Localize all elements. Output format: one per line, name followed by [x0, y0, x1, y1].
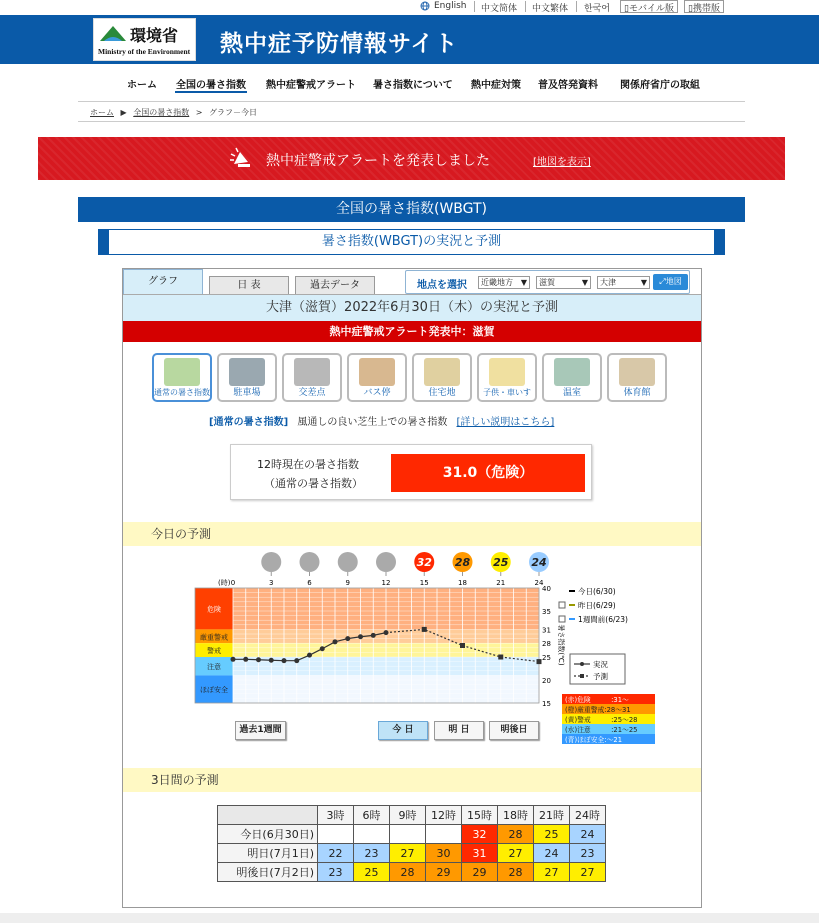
link-mobile-label: モバイル版 [628, 4, 674, 14]
nav-ministries[interactable]: 関係府省庁の取組 [620, 80, 700, 91]
chart-circle-label: 25 [493, 556, 509, 569]
link-keitai-label: 携帯版 [692, 4, 720, 14]
gymnasium-icon [619, 358, 655, 386]
chart-band-label: 危険 [207, 605, 221, 614]
wbgt-type-label: 通常の暑さ指数 [154, 388, 210, 397]
station-select[interactable] [597, 276, 650, 289]
nav-alert[interactable]: 熱中症警戒アラート [266, 80, 356, 91]
bus-stop-icon [359, 358, 395, 386]
tab-daily-table[interactable]: 日 表 [209, 276, 289, 295]
forecast-cell: 23 [318, 863, 354, 882]
nav-active-underline [175, 91, 247, 93]
chart-ytick: 20 [542, 677, 551, 685]
chart-circle-label: 32 [416, 556, 432, 569]
chart-point [358, 634, 363, 639]
station-select-value: 大津 [600, 278, 616, 287]
wbgt-type-button-1[interactable] [152, 353, 212, 402]
chart-xtick: 21 [496, 579, 506, 587]
moe-logo[interactable] [93, 18, 196, 61]
wbgt-type-button-2[interactable] [217, 353, 277, 402]
chart-day-legend: 1週間前(6/23) [578, 615, 628, 624]
link-mobile[interactable] [620, 0, 678, 13]
forecast-hour-header: 15時 [462, 806, 498, 825]
forecast-table [217, 805, 606, 882]
three-day-forecast-heading: 3日間の予測 [123, 768, 701, 792]
chart-day-checkbox [559, 616, 565, 622]
forecast-cell: 30 [426, 844, 462, 863]
forecast-cell: 29 [426, 863, 462, 882]
nav-about-wbgt[interactable]: 暑さ指数について [373, 80, 453, 91]
chart-circle [376, 552, 396, 572]
wbgt-type-button-7[interactable] [542, 353, 602, 402]
chart-xtick: 18 [458, 579, 467, 587]
forecast-hour-header: 21時 [534, 806, 570, 825]
forecast-cell: 28 [498, 825, 534, 844]
today-button[interactable]: 今 日 [378, 721, 428, 740]
tab-graph[interactable]: グラフ [123, 269, 203, 295]
link-korean[interactable]: 한국어 [584, 4, 611, 14]
chart-ytick: 15 [542, 700, 551, 708]
chart-level-legend: (黄)警戒 :25～28 [565, 716, 638, 724]
chart-line-legend: 実況 [593, 660, 608, 669]
logo-name: 環境省 [130, 26, 179, 45]
type-description [209, 413, 554, 428]
location-selector [405, 270, 690, 294]
chart-circle [261, 552, 281, 572]
chart-xlabel: (時) [218, 579, 231, 587]
wbgt-type-label: 交差点 [298, 388, 326, 398]
forecast-cell: 27 [498, 844, 534, 863]
forecast-hour-header: 6時 [354, 806, 390, 825]
chart-band-label: 注意 [207, 663, 221, 672]
wbgt-type-label: 住宅地 [428, 388, 456, 398]
current-value-label: 12時現在の暑さ指数 [257, 458, 359, 471]
chart-circle-label: 24 [531, 556, 547, 569]
section-title: 全国の暑さ指数(WBGT) [78, 197, 745, 222]
forecast-hour-header: 9時 [390, 806, 426, 825]
chart-band-label: ほぼ安全 [200, 686, 228, 695]
moe-emblem-icon [98, 23, 128, 45]
chart-level-legend: (青)ほぼ安全:～21 [565, 736, 623, 744]
chart-ytick: 25 [542, 654, 551, 662]
link-zh-cn[interactable]: 中文简体 [481, 4, 518, 14]
forecast-row [218, 863, 606, 882]
chart-point [460, 643, 465, 648]
wbgt-type-button-5[interactable] [412, 353, 472, 402]
chart-point [345, 636, 350, 641]
chart-band-label: 厳重警戒 [200, 633, 228, 642]
forecast-cell: 27 [570, 863, 606, 882]
location-selector-label: 地点を選択 [417, 280, 467, 291]
alert-map-link[interactable]: [地図を表示] [533, 157, 591, 168]
chart-xtick: 15 [419, 579, 429, 587]
alarm-bell-icon [228, 146, 254, 170]
breadcrumb-sep: ▶ [120, 108, 127, 117]
forecast-cell: 28 [390, 863, 426, 882]
chart-level-legend: (橙)厳重警戒:28～31 [565, 706, 631, 714]
tab-past-data[interactable]: 過去データ [295, 276, 375, 295]
wbgt-type-button-4[interactable] [347, 353, 407, 402]
forecast-cell: 31 [462, 844, 498, 863]
chart-point [294, 658, 299, 663]
chart-xtick: 24 [534, 579, 544, 587]
wbgt-type-label: 子供・車いす [483, 388, 531, 397]
forecast-hour-header: 3時 [318, 806, 354, 825]
chart-ylabel: 暑さ指数(℃) [557, 624, 565, 666]
map-icon: ⤢ [659, 277, 666, 286]
phone-icon: ▯ [688, 4, 693, 14]
chart-xtick: 9 [345, 579, 350, 587]
chevron-down-icon: ▼ [581, 278, 588, 287]
forecast-header-row [218, 806, 606, 825]
forecast-hour-header: 12時 [426, 806, 462, 825]
day-after-button[interactable]: 明後日 [489, 721, 539, 740]
breadcrumb-current: グラフ－今日 [209, 108, 258, 117]
chart-level-legend: (水)注意 :21～25 [565, 726, 638, 734]
chart-day-checkbox [559, 602, 565, 608]
chart-band-label: 警戒 [207, 647, 221, 656]
nav-materials[interactable]: 普及啓発資料 [538, 80, 598, 91]
forecast-cell: 23 [570, 844, 606, 863]
chart-day-legend: 今日(6/30) [578, 587, 616, 596]
wbgt-type-button-3[interactable] [282, 353, 342, 402]
breadcrumb-wbgt[interactable]: 全国の暑さ指数 [133, 108, 190, 117]
chart-legend-solid-point [580, 662, 584, 666]
prefecture-select-value: 滋賀 [539, 278, 555, 287]
forecast-cell: 24 [534, 844, 570, 863]
chart-ytick: 40 [542, 585, 551, 593]
chart-level-legend: (赤)危険 :31～ [565, 696, 629, 704]
chart-point [243, 657, 248, 662]
chart-point [307, 653, 312, 658]
subsection-title: 暑さ指数(WBGT)の実況と予測 [98, 229, 725, 255]
logo-en: Ministry of the Environment [98, 47, 191, 56]
top-utility-bar [0, 0, 819, 15]
wbgt-type-label: 駐車場 [233, 388, 261, 398]
chart-xtick: 3 [269, 579, 274, 587]
site-title[interactable]: 熱中症予防情報サイト [220, 31, 459, 57]
forecast-hour-header: 24時 [570, 806, 606, 825]
map-button-label: 地図 [665, 277, 682, 286]
forecast-hour-header: 18時 [498, 806, 534, 825]
forecast-day-label: 明日(7月1日) [218, 844, 318, 863]
today-forecast-heading: 今日の予測 [123, 522, 701, 546]
link-zh-tw[interactable]: 中文繁体 [532, 4, 569, 14]
wbgt-type-button-6[interactable] [477, 353, 537, 402]
chart-xtick: 0 [230, 579, 236, 587]
wbgt-type-label: 体育館 [623, 388, 651, 398]
chart-point [282, 658, 287, 663]
chart-circle-label: 28 [454, 556, 471, 569]
current-value-sublabel: （通常の暑さ指数） [264, 477, 363, 490]
forecast-cell: 29 [462, 863, 498, 882]
forecast-cell: 32 [462, 825, 498, 844]
chart-circle [338, 552, 358, 572]
chart-day-legend: 昨日(6/29) [578, 601, 616, 610]
nav-home[interactable]: ホーム [127, 80, 157, 91]
chevron-down-icon: ▼ [520, 278, 527, 287]
parking-icon [229, 358, 265, 386]
alert-status-strip: 熱中症警戒アラート発表中：滋賀 [123, 321, 701, 342]
chart-point [498, 655, 503, 660]
forecast-cell: 27 [534, 863, 570, 882]
breadcrumb-home[interactable]: ホーム [90, 108, 114, 117]
chevron-down-icon: ▼ [640, 278, 647, 287]
forecast-cell: 23 [354, 844, 390, 863]
wbgt-chart [160, 550, 660, 750]
wbgt-type-button-8[interactable] [607, 353, 667, 402]
global-nav [0, 72, 819, 94]
link-keitai[interactable] [684, 0, 724, 13]
type-description-link[interactable]: [詳しい説明はこちら] [456, 417, 555, 428]
type-description-text: 風通しの良い芝生上での暑さ指数 [297, 417, 448, 428]
chart-xtick: 6 [307, 579, 312, 587]
current-value-badge: 31.0（危険） [391, 454, 585, 492]
forecast-cell: 25 [354, 863, 390, 882]
forecast-cell: 24 [570, 825, 606, 844]
forecast-cell [426, 825, 462, 844]
wbgt-type-label: 温室 [562, 388, 581, 398]
footer-strip [0, 913, 819, 923]
location-title: 大津（滋賀）2022年6月30日（木）の実況と予測 [123, 294, 701, 321]
prefecture-select[interactable] [536, 276, 591, 289]
chart-point [320, 646, 325, 651]
forecast-day-label: 今日(6月30日) [218, 825, 318, 844]
globe-icon [420, 1, 430, 14]
chart-point [371, 633, 376, 638]
child-wheelchair-icon [489, 358, 525, 386]
breadcrumb [78, 101, 745, 122]
map-button[interactable] [653, 274, 688, 290]
chart-point [333, 639, 338, 644]
forecast-row [218, 825, 606, 844]
forecast-cell: 27 [390, 844, 426, 863]
nav-measures[interactable]: 熱中症対策 [471, 80, 521, 91]
forecast-cell [390, 825, 426, 844]
chart-circle [300, 552, 320, 572]
chart-legend-dashed-point [580, 674, 584, 678]
region-select[interactable] [478, 276, 530, 289]
forecast-cell [354, 825, 390, 844]
chart-ytick: 28 [542, 640, 551, 649]
forecast-day-label: 明後日(7月2日) [218, 863, 318, 882]
chart-line-legend: 予測 [593, 672, 608, 681]
chart-ytick: 31 [542, 626, 551, 635]
nav-wbgt[interactable]: 全国の暑さ指数 [176, 80, 246, 91]
chart-point [422, 627, 427, 632]
mobile-icon: ▯ [624, 4, 629, 14]
intersection-icon [294, 358, 330, 386]
type-description-title: [通常の暑さ指数] [209, 417, 289, 428]
link-english[interactable]: English [434, 1, 467, 11]
chart-point [256, 657, 261, 662]
forecast-corner [218, 806, 318, 825]
forecast-cell: 28 [498, 863, 534, 882]
forecast-cell [318, 825, 354, 844]
forecast-cell: 22 [318, 844, 354, 863]
chart-xtick: 12 [381, 579, 391, 587]
chart-point [231, 657, 236, 662]
breadcrumb-sep: > [195, 108, 203, 117]
chart-point [537, 659, 542, 664]
forecast-row [218, 844, 606, 863]
residential-icon [424, 358, 460, 386]
forecast-cell: 25 [534, 825, 570, 844]
meteorological-station-icon [164, 358, 200, 386]
chart-point [269, 658, 274, 663]
chart-ytick: 35 [542, 608, 551, 616]
past-week-button[interactable]: 過去1週間 [235, 721, 286, 740]
region-select-value: 近畿地方 [481, 278, 513, 287]
wbgt-type-label: バス停 [363, 388, 391, 398]
alert-text: 熱中症警戒アラートを発表しました [266, 153, 490, 169]
tomorrow-button[interactable]: 明 日 [434, 721, 484, 740]
greenhouse-icon [554, 358, 590, 386]
